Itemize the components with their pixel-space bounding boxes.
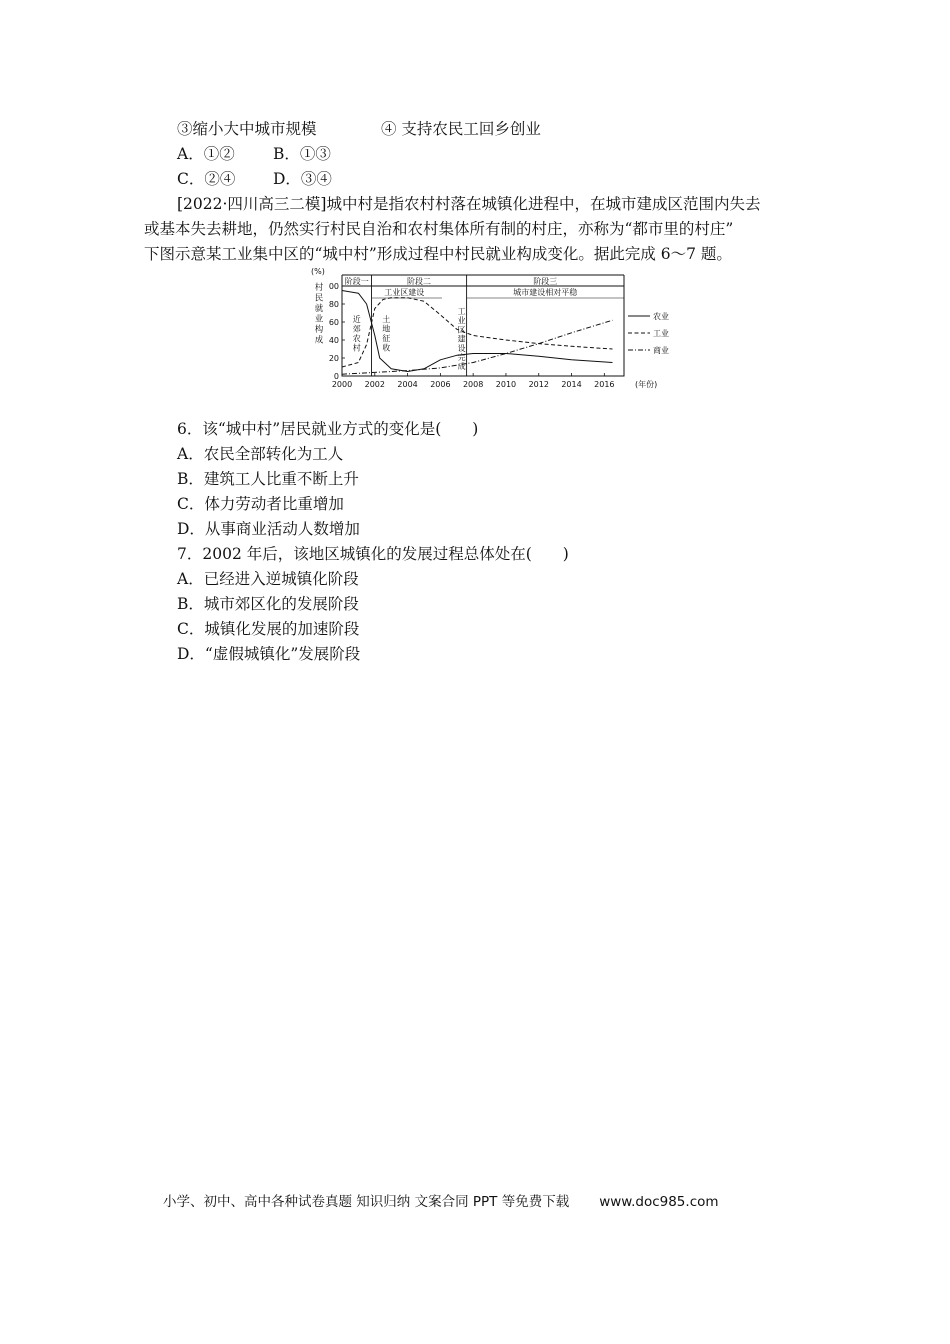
annotation-industrial-zone-complete: 工业区建设完成 [457,307,466,372]
question-6-option-c: C．体力劳动者比重增加 [177,495,344,513]
question-7-option-d: D．“虚假城镇化”发展阶段 [177,645,361,663]
y-tick-label: 80 [328,300,339,309]
option-line-3-4 [177,118,541,140]
stage-note: 城市建设相对平稳 [513,288,578,297]
stage-label: 阶段二 [407,277,432,286]
x-tick-label: 2004 [397,380,418,389]
legend-label: 农业 [653,312,669,321]
x-tick-label: 2014 [561,380,582,389]
question-6-option-a: A．农民全部转化为工人 [177,445,344,463]
stage-note: 工业区建设 [384,288,425,297]
passage-line-1: [2022·四川高三二模]城中村是指农村村落在城镇化进程中，在城市建成区范围内失去 [177,195,761,213]
answer-b: B．①③ [273,145,331,163]
question-7-stem: 7．2002 年后，该地区城镇化的发展过程总体处在( ) [177,545,569,563]
y-tick-label: 40 [328,336,339,345]
question-7-option-c: C．城镇化发展的加速阶段 [177,620,360,638]
annotation-land-expropriation: 土地征收 [382,315,391,353]
x-tick-label: 2008 [462,380,484,389]
question-6-option-b: B．建筑工人比重不断上升 [177,470,359,488]
passage-line-2: 或基本失去耕地，仍然实行村民自治和农村集体所有制的村庄，亦称为“都市里的村庄” [144,220,734,238]
footer-url: www.doc985.com [599,1194,719,1210]
stage-label: 阶段一 [344,277,369,286]
x-tick-label: 2012 [528,380,549,389]
y-unit: (%) [311,267,325,276]
legend-label: 商业 [653,346,669,355]
passage-line-3: 下图示意某工业集中区的“城中村”形成过程中村民就业构成变化。据此完成 6～7 题。 [144,245,732,263]
question-7-option-a: A．已经进入逆城镇化阶段 [177,570,359,588]
legend-label: 工业 [653,329,669,338]
answer-a: A．①② [177,145,235,163]
stage-label: 阶段三 [533,277,558,286]
annotation-suburban-village: 近郊农村 [352,315,361,353]
answer-d: D．③④ [273,170,332,188]
x-tick-label: 2000 [331,380,353,389]
x-tick-label: 2006 [430,380,451,389]
y-tick-label: 0 [333,372,339,381]
employment-structure-chart [305,266,685,396]
answer-row-2 [177,168,332,190]
footer-text: 小学、初中、高中各种试卷真题 知识归纳 文案合同 PPT 等免费下载 [163,1194,570,1210]
question-6-stem: 6．该“城中村”居民就业方式的变化是( ) [177,420,479,438]
option-4: ④ 支持农民工回乡创业 [381,120,541,138]
question-7-option-b: B．城市郊区化的发展阶段 [177,595,359,613]
option-3: ③缩小大中城市规模 [177,120,317,138]
question-6-option-d: D．从事商业活动人数增加 [177,520,360,538]
y-tick-label: 00 [328,282,339,291]
answer-row-1 [177,143,331,165]
y-tick-label: 20 [328,354,339,363]
x-tick-label: 2002 [364,380,385,389]
x-tick-label: 2010 [495,380,517,389]
y-axis-label-text: 村民就业构成 [314,283,324,346]
y-tick-label: 60 [328,318,339,327]
answer-c: C．②④ [177,170,236,188]
x-tick-label: 2016 [594,380,615,389]
page-footer [163,1190,719,1210]
x-unit: (年份) [635,380,658,389]
